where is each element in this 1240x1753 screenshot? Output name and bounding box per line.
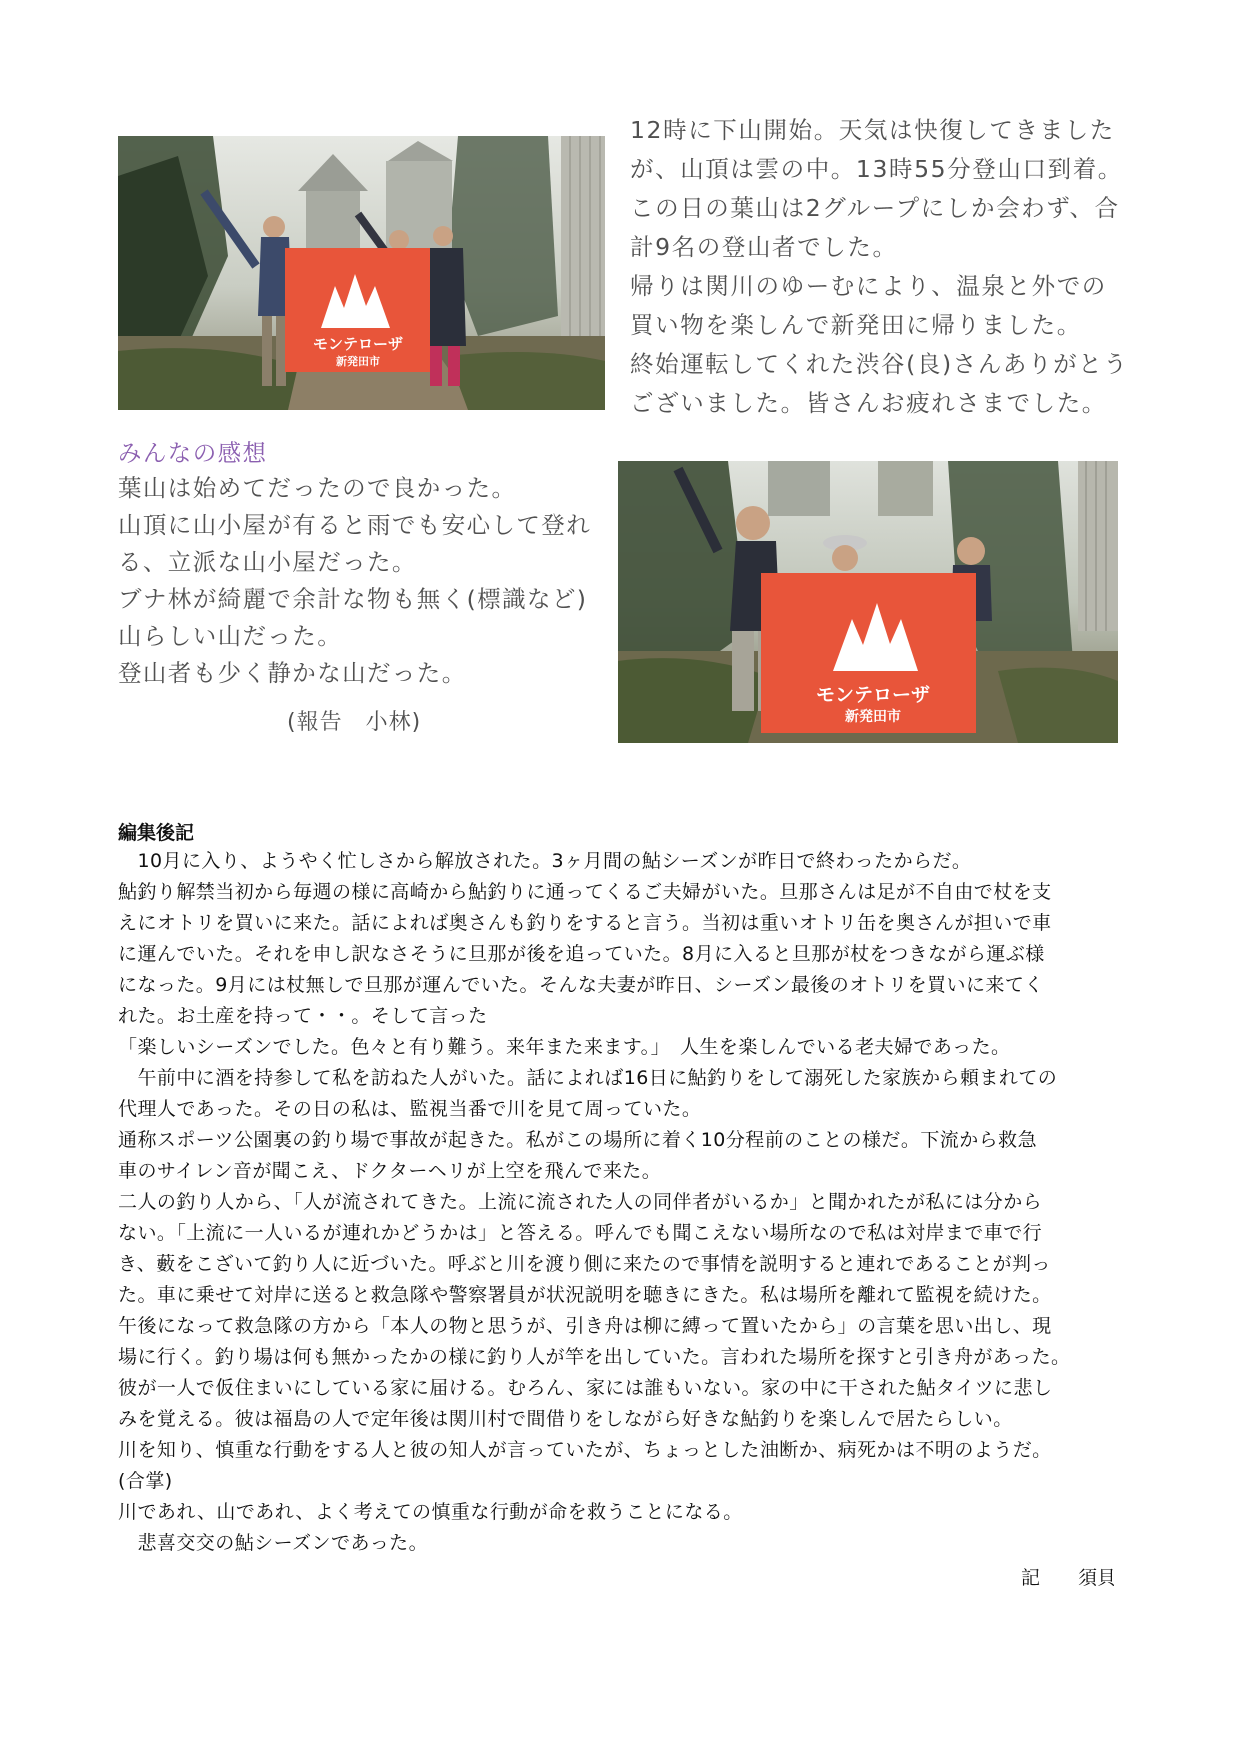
flag-text-top-2: モンテローザ (815, 684, 931, 706)
text-line: 12時に下山開始。天気は快復してきました (630, 116, 1115, 144)
text-line: 川を知り、慎重な行動をする人と彼の知人が言っていたが、ちょっとした油断か、病死かは不明のようだ。 (118, 1439, 1052, 1461)
text-line: 二人の釣り人から、「人が流されてきた。上流に流された人の同伴者がいるか」と聞かれたが私には分から (118, 1191, 1043, 1213)
photo-1-image (118, 136, 605, 410)
flag-text-top-1: モンテローザ (312, 335, 404, 353)
text-line: 山頂に山小屋が有ると雨でも安心して登れ (118, 511, 592, 539)
group-photo-summit-2 (618, 461, 1118, 743)
impressions-heading: みんなの感想 (118, 439, 268, 467)
report-credit: (報告 小林) (287, 710, 422, 735)
text-line: 鮎釣り解禁当初から毎週の様に高崎から鮎釣りに通ってくるご夫婦がいた。旦那さんは足が不自由で杖を支 (118, 881, 1052, 903)
text-line: 買い物を楽しんで新発田に帰りました。 (630, 311, 1082, 339)
text-line: 通称スポーツ公園裏の釣り場で事故が起きた。私がこの場所に着く10分程前のことの様だ。下流から救急 (118, 1129, 1038, 1151)
text-line: 帰りは関川のゆーむにより、温泉と外での (630, 272, 1107, 300)
text-line: ございました。皆さんお疲れさまでした。 (630, 389, 1107, 417)
text-line: ブナ林が綺麗で余計な物も無く(標識など) (118, 585, 588, 613)
text-line: が、山頂は雲の中。13時55分登山口到着。 (630, 155, 1123, 183)
text-line: 山らしい山だった。 (118, 622, 343, 650)
right-column-text (630, 111, 1128, 423)
text-line: 午後になって救急隊の方から「本人の物と思うが、引き舟は柳に縛って置いたから」の言葉を思い出し、現 (118, 1315, 1052, 1337)
text-line: 葉山は始めてだったので良かった。 (118, 474, 517, 502)
text-line: この日の葉山は2グループにしか会わず、合 (630, 194, 1120, 222)
text-line: 「楽しいシーズンでした。色々と有り難う。来年また来ます。」 人生を楽しんでいる老夫婦であった。 (118, 1036, 1011, 1058)
text-line: 場に行く。釣り場は何も無かったかの様に釣り人が竿を出していた。言われた場所を探すと引き舟があった。 (118, 1346, 1071, 1368)
text-line: 代理人であった。その日の私は、監視当番で川を見て周っていた。 (118, 1098, 702, 1120)
editor-note-heading: 編集後記 (118, 822, 195, 844)
text-line: る、立派な山小屋だった。 (118, 548, 417, 576)
text-line: た。車に乗せて対岸に送ると救急隊や警察署員が状況説明を聴きにきた。私は場所を離れて監視を続けた。 (118, 1284, 1052, 1306)
text-line: 終始運転してくれた渋谷(良)さんありがとう (630, 350, 1129, 378)
text-line: 午前中に酒を持参して私を訪ねた人がいた。話によれば16日に鮎釣りをして溺死した家族から頼まれての (118, 1067, 1058, 1089)
photo-2-image (618, 461, 1118, 743)
text-line: れた。お土産を持って・・。そして言った (118, 1005, 488, 1027)
text-line: になった。9月には杖無しで旦那が運んでいた。そんな夫妻が昨日、シーズン最後のオトリを買いに来てく (118, 974, 1044, 996)
signature: 記 須貝 (1020, 1567, 1116, 1589)
text-line: ない。「上流に一人いるが連れかどうかは」と答える。呼んでも聞こえない場所なので私は対岸まで車で行 (118, 1222, 1043, 1244)
text-line: に運んでいた。それを申し訳なさそうに旦那が後を追っていた。8月に入ると旦那が杖をつきながら運ぶ様 (118, 943, 1045, 965)
text-line: 彼が一人で仮住まいにしている家に届ける。むろん、家には誰もいない。家の中に干された鮎タイツに悲し (118, 1377, 1053, 1399)
text-line: (合掌) (118, 1470, 173, 1492)
flag-text-bottom-2: 新発田市 (845, 709, 901, 725)
text-line: 10月に入り、ようやく忙しさから解放された。3ヶ月間の鮎シーズンが昨日で終わったからだ。 (118, 850, 972, 872)
text-line: 川であれ、山であれ、よく考えての慎重な行動が命を救うことになる。 (118, 1501, 743, 1523)
editor-note-body (118, 846, 1070, 1559)
flag-text-bottom-1: 新発田市 (336, 355, 380, 368)
text-line: 計9名の登山者でした。 (630, 233, 898, 261)
text-line: 車のサイレン音が聞こえ、ドクターヘリが上空を飛んで来た。 (118, 1160, 662, 1182)
text-line: 登山者も少く静かな山だった。 (118, 659, 467, 687)
text-line: き、藪をこざいて釣り人に近づいた。呼ぶと川を渡り側に来たので事情を説明すると連れであることが判っ (118, 1253, 1051, 1275)
impressions-text (118, 470, 591, 692)
group-photo-summit-1 (118, 136, 605, 410)
text-line: 悲喜交交の鮎シーズンであった。 (118, 1532, 429, 1554)
text-line: みを覚える。彼は福島の人で定年後は関川村で間借りをしながら好きな鮎釣りを楽しんで居たらしい。 (118, 1408, 1013, 1430)
text-line: えにオトリを買いに来た。話によれば奥さんも釣りをすると言う。当初は重いオトリ缶を奥さんが担いで車 (118, 912, 1052, 934)
